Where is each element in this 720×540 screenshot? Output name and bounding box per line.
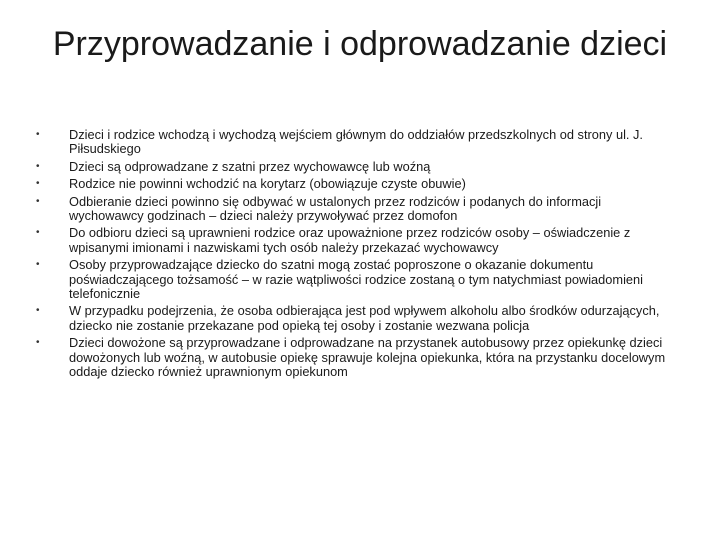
bullet-text-3: Rodzice nie powinni wchodzić na korytarz (obowiązuje czyste obuwie) bbox=[69, 176, 466, 192]
bullet-text-5: Do odbioru dzieci są uprawnieni rodzice oraz upoważnione przez rodziców osoby – oświadczenie z wpisanymi imionami i nazwiskami tych osób należy przekazać wychowawcy bbox=[69, 225, 631, 255]
bullet-item-5 bbox=[36, 226, 676, 255]
bullet-dot-icon: • bbox=[36, 337, 40, 349]
bullet-item-2 bbox=[36, 160, 676, 174]
bullet-dot-icon: • bbox=[36, 259, 40, 271]
bullet-text-2: Dzieci są odprowadzane z szatni przez wychowawcę lub woźną bbox=[69, 158, 431, 174]
bullet-item-3 bbox=[36, 177, 676, 191]
bullet-text-4: Odbieranie dzieci powinno się odbywać w ustalonych przez rodziców i podanych do informacji wychowawcy godzinach – dzieci należy przywoływać przez domofon bbox=[69, 193, 602, 224]
bullet-dot-icon: • bbox=[36, 178, 40, 190]
bullet-dot-icon: • bbox=[36, 195, 40, 207]
bullet-text-8: Dzieci dowożone są przyprowadzane i odprowadzane na przystanek autobusowy przez opiekunkę dzieci dowożonych lub woźną, w autobusie opiekę sprawuje kolejna opiekunka, która na przystanku docelowym oddaje dziecko również uprawnionym opiekunom bbox=[69, 335, 666, 380]
bullet-dot-icon: • bbox=[36, 160, 40, 172]
bullet-text-6: Osoby przyprowadzające dziecko do szatni mogą zostać poproszone o okazanie dokumentu poświadczającego tożsamość – w razie wątpliwości rodzice zostaną o tym natychmiast powiadomieni telefonicznie bbox=[69, 257, 643, 302]
bullet-dot-icon: • bbox=[36, 129, 40, 140]
bullet-dot-icon: • bbox=[36, 305, 40, 317]
bullet-item-1 bbox=[36, 128, 676, 157]
bullet-item-8 bbox=[36, 336, 676, 379]
bullet-text-7: W przypadku podejrzenia, że osoba odbierająca jest pod wpływem alkoholu albo środków odurzających, dziecko nie zostanie przekazane pod opieką tej osoby i zostanie wezwana policja bbox=[69, 303, 660, 333]
bullet-text-1: Dzieci i rodzice wchodzą i wychodzą wejściem głównym do oddziałów przedszkolnych od strony ul. J. Piłsudskiego bbox=[69, 127, 643, 157]
bullet-item-7 bbox=[36, 304, 676, 333]
bullet-item-4 bbox=[36, 195, 676, 224]
slide-title: Przyprowadzanie i odprowadzanie dzieci bbox=[52, 25, 668, 63]
bullet-item-6 bbox=[36, 258, 676, 301]
bullet-list bbox=[36, 128, 676, 383]
bullet-dot-icon: • bbox=[36, 227, 40, 239]
